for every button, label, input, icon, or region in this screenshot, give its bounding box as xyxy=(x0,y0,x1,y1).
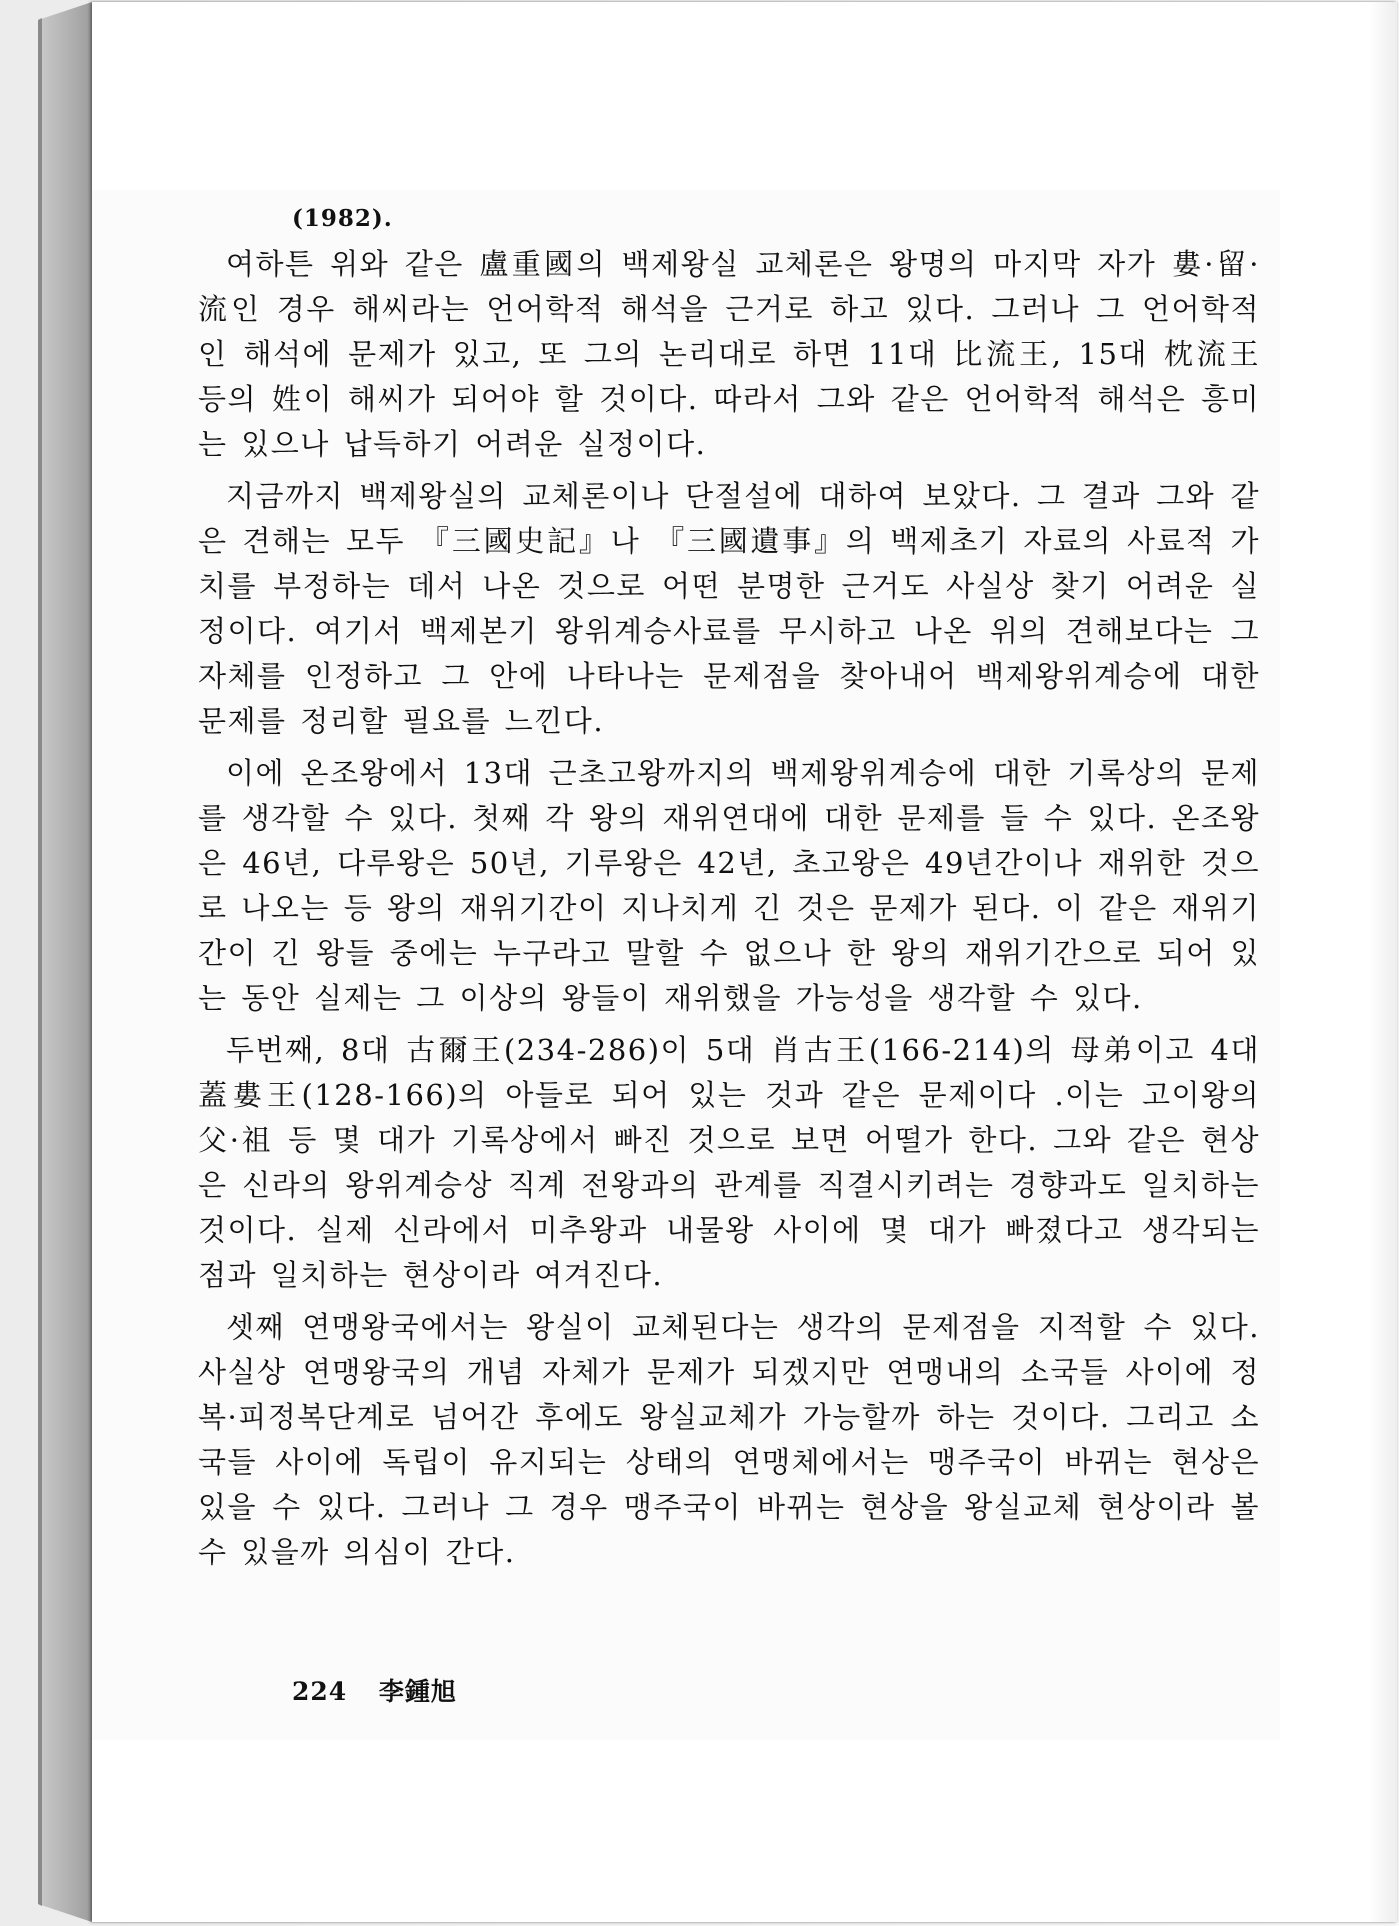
paragraph-2: 지금까지 백제왕실의 교체론이나 단절설에 대하여 보았다. 그 결과 그와 같은 견해는 모두 『三國史記』나 『三國遺事』의 백제초기 자료의 사료적 가치를 부정하는 데서 나온 것으로 어떤 분명한 근거도 사실상 찾기 어려운 실정이다. 여기서 백제본기 왕위계승사료를 무시하고 나온 위의 견해보다는 그 자체를 인정하고 그 안에 나타나는 문제점을 찾아내어 백제왕위계승에 대한 문제를 정리할 필요를 느낀다. xyxy=(198,479,1260,738)
paragraph-4: 두번째, 8대 古爾王(234-286)이 5대 肖古王(166-214)의 母弟이고 4대 蓋婁王(128-166)의 아들로 되어 있는 것과 같은 문제이다 .이는 고이왕의 父·祖 등 몇 대가 기록상에서 빠진 것으로 보면 어떨가 한다. 그와 같은 현상은 신라의 왕위계승상 직계 전왕과의 관계를 직결시키려는 경향과도 일치하는 것이다. 실제 신라에서 미추왕과 내물왕 사이에 몇 대가 빠졌다고 생각되는 점과 일치하는 현상이라 여겨진다. xyxy=(198,1033,1260,1292)
book-spine-edge xyxy=(38,2,42,1922)
page-body xyxy=(198,196,1260,1575)
citation-year: (1982). xyxy=(292,205,393,232)
page-number: 224 xyxy=(292,1677,348,1706)
paragraph-3: 이에 온조왕에서 13대 근초고왕까지의 백제왕위계승에 대한 기록상의 문제를 생각할 수 있다. 첫째 각 왕의 재위연대에 대한 문제를 들 수 있다. 온조왕은 46년, 다루왕은 50년, 기루왕은 42년, 초고왕은 49년간이나 재위한 것으로 나오는 등 왕의 재위기간이 지나치게 긴 것은 문제가 된다. 이 같은 재위기간이 긴 왕들 중에는 누구라고 말할 수 없으나 한 왕의 재위기간으로 되어 있는 동안 실제는 그 이상의 왕들이 재위했을 가능성을 생각할 수 있다. xyxy=(198,756,1260,1015)
page-edge xyxy=(1369,2,1397,1922)
book-spine xyxy=(38,2,92,1922)
paragraph-5: 셋째 연맹왕국에서는 왕실이 교체된다는 생각의 문제점을 지적할 수 있다. 사실상 연맹왕국의 개념 자체가 문제가 되겠지만 연맹내의 소국들 사이에 정복·피정복단계로 넘어간 후에도 왕실교체가 가능할까 하는 것이다. 그리고 소국들 사이에 독립이 유지되는 상태의 연맹체에서는 맹주국이 바뀌는 현상은 있을 수 있다. 그러나 그 경우 맹주국이 바뀌는 현상을 왕실교체 현상이라 볼 수 있을까 의심이 간다. xyxy=(198,1310,1260,1569)
author-name: 李鍾旭 xyxy=(378,1677,457,1706)
page-footer xyxy=(292,1672,457,1708)
paragraph-1: 여하튼 위와 같은 盧重國의 백제왕실 교체론은 왕명의 마지막 자가 婁·留·流인 경우 해씨라는 언어학적 해석을 근거로 하고 있다. 그러나 그 언어학적인 해석에 문제가 있고, 또 그의 논리대로 하면 11대 比流王, 15대 枕流王 등의 姓이 해씨가 되어야 할 것이다. 따라서 그와 같은 언어학적 해석은 흥미는 있으나 납득하기 어려운 실정이다. xyxy=(198,247,1260,461)
